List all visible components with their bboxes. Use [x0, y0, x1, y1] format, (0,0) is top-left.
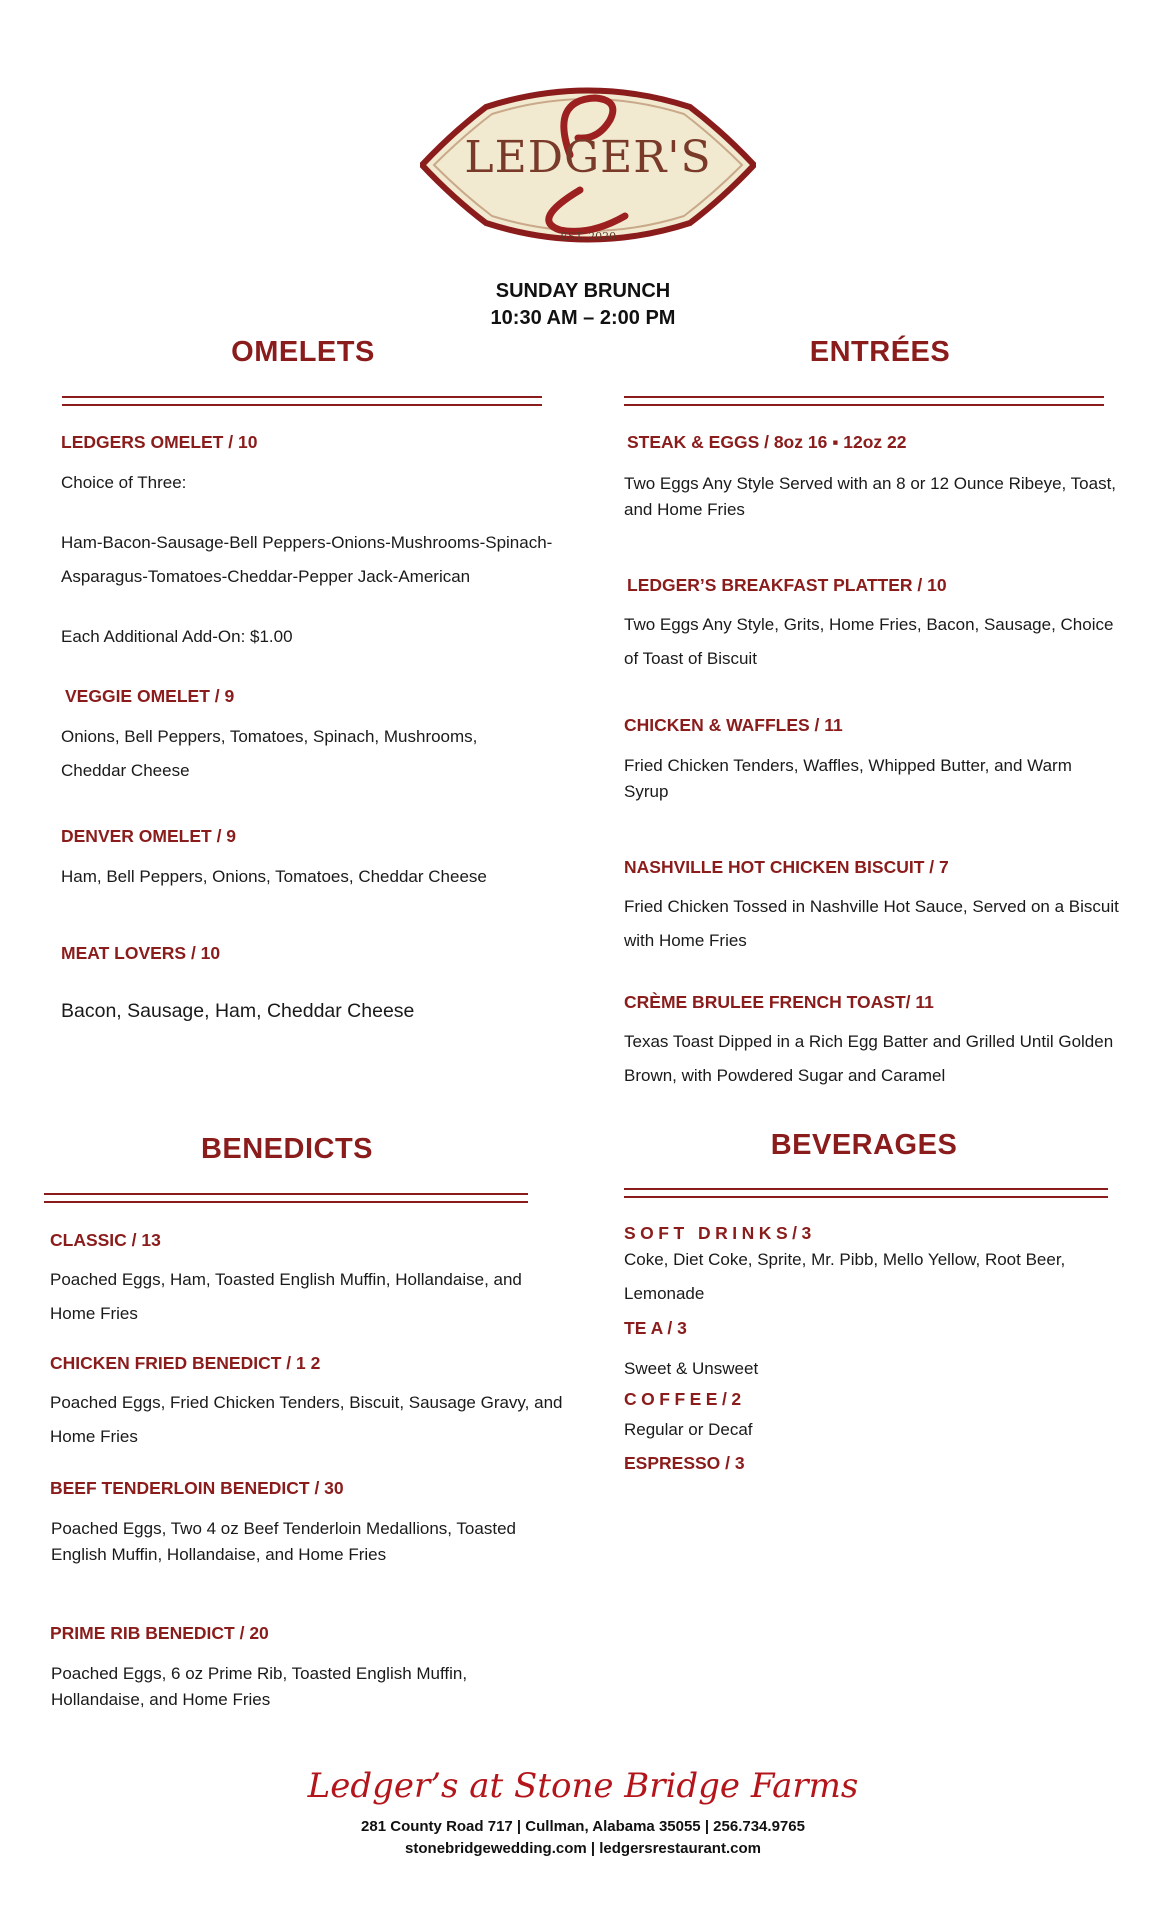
brunch-title: SUNDAY BRUNCH	[495, 280, 671, 302]
logo-established: EST. 2020	[559, 230, 617, 243]
entree-steak-eggs-line-1: Two Eggs Any Style Served with an 8 or 12 Ounce Ribeye, Toast,	[624, 474, 1117, 493]
omelet-meat-lovers-line-1: Bacon, Sausage, Ham, Cheddar Cheese	[61, 1000, 415, 1022]
omelet-ledgers-line-1: Choice of Three:	[61, 473, 187, 492]
entree-chicken-waffles-line-1: Fried Chicken Tenders, Waffles, Whipped Butter, and Warm	[624, 756, 1072, 775]
brunch-hours: 10:30 AM – 2:00 PM	[490, 307, 676, 329]
footer-address: 281 County Road 717 | Cullman, Alabama 35055 | 256.734.9765	[361, 1818, 805, 1835]
omelets-rule	[62, 396, 542, 406]
entree-french-toast-title: CRÈME BRULEE FRENCH TOAST/ 11	[624, 992, 934, 1012]
benedicts-rule	[44, 1193, 528, 1203]
benedict-chicken-fried-line-1: Poached Eggs, Fried Chicken Tenders, Biscuit, Sausage Gravy, and	[50, 1393, 563, 1412]
benedict-tenderloin-line-1: Poached Eggs, Two 4 oz Beef Tenderloin Medallions, Toasted	[51, 1519, 516, 1538]
omelet-ledgers-title: LEDGERS OMELET / 10	[61, 432, 258, 452]
footer-script-name: Ledger’s at Stone Bridge Farms	[307, 1766, 859, 1806]
entree-platter-line-1: Two Eggs Any Style, Grits, Home Fries, Bacon, Sausage, Choice	[624, 615, 1114, 634]
beverage-soft-drinks-line-2: Lemonade	[624, 1284, 705, 1303]
entrees-heading: ENTRÉES	[809, 336, 951, 368]
benedict-chicken-fried-title: CHICKEN FRIED BENEDICT / 1 2	[50, 1353, 321, 1373]
entrees-rule	[624, 396, 1104, 406]
entree-nashville-line-1: Fried Chicken Tossed in Nashville Hot Sauce, Served on a Biscuit	[624, 897, 1119, 916]
entree-platter-title: LEDGER’S BREAKFAST PLATTER / 10	[627, 575, 947, 595]
beverage-tea-title: TE A / 3	[624, 1318, 687, 1338]
benedict-prime-rib-line-1: Poached Eggs, 6 oz Prime Rib, Toasted English Muffin,	[51, 1664, 468, 1683]
omelet-denver-line-1: Ham, Bell Peppers, Onions, Tomatoes, Cheddar Cheese	[61, 867, 487, 886]
beverages-heading: BEVERAGES	[770, 1129, 958, 1161]
entree-nashville-title: NASHVILLE HOT CHICKEN BISCUIT / 7	[624, 857, 949, 877]
entree-french-toast-line-2: Brown, with Powdered Sugar and Caramel	[624, 1066, 946, 1085]
benedict-tenderloin-title: BEEF TENDERLOIN BENEDICT / 30	[50, 1478, 344, 1498]
entree-nashville-line-2: with Home Fries	[624, 931, 747, 950]
beverage-soft-drinks-line-1: Coke, Diet Coke, Sprite, Mr. Pibb, Mello Yellow, Root Beer,	[624, 1250, 1066, 1269]
ledgers-logo	[420, 80, 756, 255]
omelet-meat-lovers-title: MEAT LOVERS / 10	[61, 943, 221, 963]
entree-chicken-waffles-title: CHICKEN & WAFFLES / 11	[624, 715, 843, 735]
entree-platter-line-2: of Toast of Biscuit	[624, 649, 757, 668]
footer-websites: stonebridgewedding.com | ledgersrestaurant.com	[405, 1840, 761, 1857]
omelet-veggie-line-2: Cheddar Cheese	[61, 761, 190, 780]
omelet-ledgers-line-2: Ham-Bacon-Sausage-Bell Peppers-Onions-Mushrooms-Spinach-	[61, 533, 553, 552]
benedict-tenderloin-line-2: English Muffin, Hollandaise, and Home Fries	[51, 1545, 387, 1564]
omelet-veggie-title: VEGGIE OMELET / 9	[65, 686, 235, 706]
beverage-soft-drinks-title: SOFT DRINKS/3	[624, 1223, 816, 1243]
beverages-rule	[624, 1188, 1108, 1198]
benedict-classic-line-1: Poached Eggs, Ham, Toasted English Muffin, Hollandaise, and	[50, 1270, 522, 1289]
benedict-classic-line-2: Home Fries	[50, 1304, 138, 1323]
entree-steak-eggs-line-2: and Home Fries	[624, 500, 745, 519]
benedicts-heading: BENEDICTS	[200, 1133, 374, 1165]
beverage-coffee-line-1: Regular or Decaf	[624, 1420, 753, 1439]
benedict-prime-rib-line-2: Hollandaise, and Home Fries	[51, 1690, 271, 1709]
omelet-ledgers-line-4: Each Additional Add-On: $1.00	[61, 627, 293, 646]
entree-chicken-waffles-line-2: Syrup	[624, 782, 669, 801]
entree-french-toast-line-1: Texas Toast Dipped in a Rich Egg Batter and Grilled Until Golden	[624, 1032, 1114, 1051]
logo-wordmark: LEDGER'S	[464, 132, 712, 183]
beverage-coffee-title: COFFEE/2	[624, 1389, 746, 1409]
benedict-chicken-fried-line-2: Home Fries	[50, 1427, 138, 1446]
benedict-prime-rib-title: PRIME RIB BENEDICT / 20	[50, 1623, 269, 1643]
omelets-heading: OMELETS	[231, 336, 375, 368]
omelet-veggie-line-1: Onions, Bell Peppers, Tomatoes, Spinach, Mushrooms,	[61, 727, 478, 746]
entree-steak-eggs-title: STEAK & EGGS / 8oz 16 ▪ 12oz 22	[627, 432, 907, 452]
beverage-espresso-title: ESPRESSO / 3	[624, 1453, 745, 1473]
omelet-ledgers-line-3: Asparagus-Tomatoes-Cheddar-Pepper Jack-American	[61, 567, 471, 586]
omelet-denver-title: DENVER OMELET / 9	[61, 826, 237, 846]
beverage-tea-line-1: Sweet & Unsweet	[624, 1359, 759, 1378]
benedict-classic-title: CLASSIC / 13	[50, 1230, 161, 1250]
